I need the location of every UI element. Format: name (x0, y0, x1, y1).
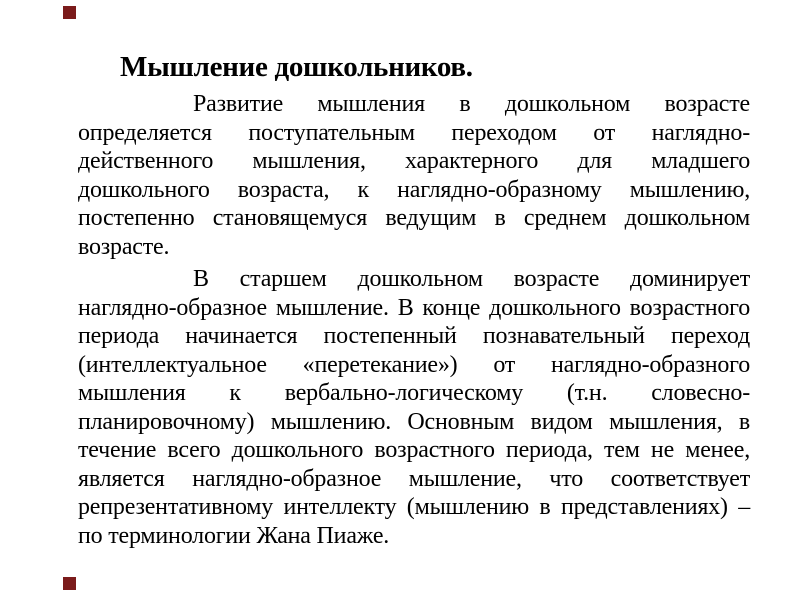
slide-title: Мышление дошкольников. (120, 51, 473, 83)
corner-square-top-icon (63, 6, 76, 19)
paragraph-thinking-development: Развитие мышления в дошкольном возрасте определяется поступательным переходом от наглядно-действенного мышления, характерного для младшего дошкольного возраста, к наглядно-образному мышлению, постепенно становящемуся ведущим в среднем дошкольном возрасте. (78, 91, 750, 260)
paragraph-senior-preschool-thinking: В старшем дошкольном возрасте доминирует наглядно-образное мышление. В конце дошкольного возрастного периода начинается постепенный познавательный переход (интеллектуальное «перетекание») от наглядно-образного мышления к вербально-логическому (т.н. словесно-планировочному) мышлению. Основным видом мышления, в течение всего дошкольного возрастного периода, тем не менее, является наглядно-образное мышление, что соответствует репрезентативному интеллекту (мышлению в представлениях) – по терминологии Жана Пиаже. (78, 266, 750, 549)
corner-square-bottom-icon (63, 577, 76, 590)
slide-content (78, 50, 750, 550)
